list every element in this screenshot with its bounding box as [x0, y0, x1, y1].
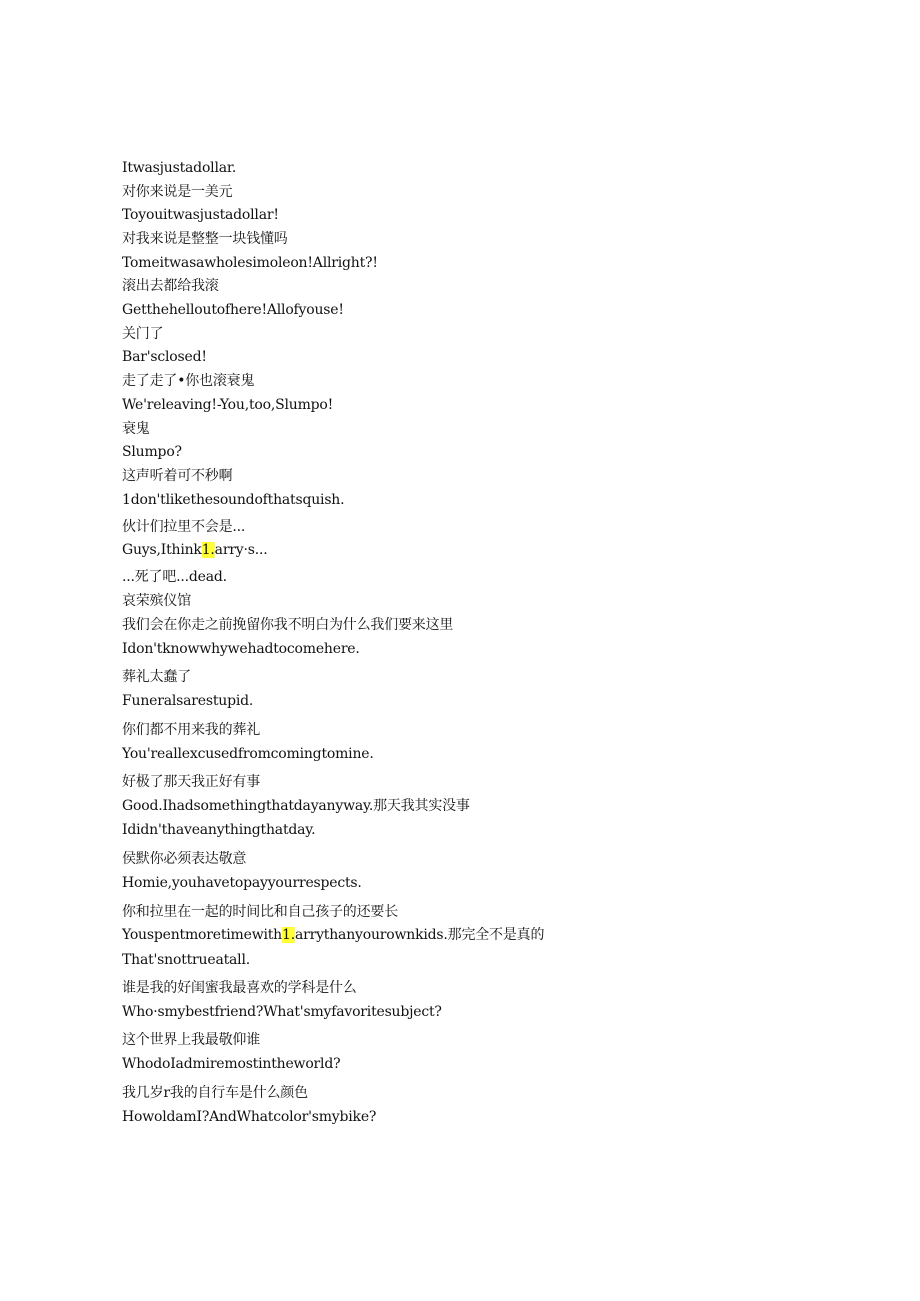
text-run: arry·s... — [214, 542, 268, 558]
text-line: 我几岁r我的自行车是什么颜色 — [122, 1085, 308, 1101]
text-line: Getthehelloutofhere!Allofyouse! — [122, 302, 344, 318]
text-line: Slumpo? — [122, 444, 182, 460]
text-run: Youspentmoretimewith — [122, 927, 282, 943]
text-line: We'releaving!-You,too,Slumpo! — [122, 397, 334, 413]
text-line: 谁是我的好闺蜜我最喜欢的学科是什么 — [122, 980, 357, 996]
text-line: 关门了 — [122, 326, 164, 342]
text-line: WhodoIadmiremostintheworld? — [122, 1056, 341, 1072]
text-line: Ididn'thaveanythingthatday. — [122, 822, 316, 838]
highlight-mark: 1. — [201, 542, 215, 558]
text-run: arrythanyourownkids.那完全不是真的 — [294, 927, 545, 943]
text-line — [122, 926, 544, 944]
text-line: 你们都不用来我的葬礼 — [122, 722, 260, 738]
text-line: Funeralsarestupid. — [122, 693, 254, 709]
text-line: 侯默你必须表达敬意 — [122, 851, 247, 867]
text-line: 这个世界上我最敬仰谁 — [122, 1032, 260, 1048]
text-line: 你和拉里在一起的时间比和自己孩子的还要长 — [122, 904, 398, 920]
highlight-mark: 1. — [282, 927, 295, 943]
text-line: Good.Ihadsomethingthatdayanyway.那天我其实没事 — [122, 798, 470, 814]
text-line: 这声听着可不秒啊 — [122, 468, 233, 484]
text-line: 走了走了•你也滚衰鬼 — [122, 373, 255, 389]
text-line: Idon'tknowwhywehadtocomehere. — [122, 641, 360, 657]
text-line: That'snottrueatall. — [122, 952, 250, 968]
text-line: 葬礼太蠢了 — [122, 669, 191, 685]
text-line: Tomeitwasawholesimoleon!Allright?! — [122, 255, 378, 271]
text-line: 哀荣殡仪馆 — [122, 593, 191, 609]
text-line: You'reallexcusedfromcomingtomine. — [122, 746, 374, 762]
text-line: 1don'tlikethesoundofthatsquish. — [122, 492, 345, 508]
text-line: Homie,youhavetopayyourrespects. — [122, 875, 362, 891]
text-line: 滚出去都给我滚 — [122, 278, 219, 294]
text-run: Guys,Ithink — [122, 542, 202, 558]
text-line: Bar'sclosed! — [122, 349, 207, 365]
text-line — [122, 541, 268, 559]
text-line: 伙计们拉里不会是... — [122, 519, 246, 535]
text-line: 对我来说是整整一块钱懂吗 — [122, 231, 288, 247]
text-line: 衰鬼 — [122, 421, 150, 437]
text-line: Toyouitwasjustadollar! — [122, 207, 279, 223]
text-line: ...死了吧...dead. — [122, 569, 227, 585]
text-line: Who·smybestfriend?What'smyfavoritesubject? — [122, 1004, 442, 1020]
text-line: 我们会在你走之前挽留你我不明白为什么我们要来这里 — [122, 617, 454, 633]
text-line: 好极了那天我正好有事 — [122, 774, 260, 790]
text-line: Itwasjustadollar. — [122, 160, 237, 176]
text-line: HowoldamI?AndWhatcolor'smybike? — [122, 1109, 377, 1125]
text-line: 对你来说是一美元 — [122, 184, 233, 200]
